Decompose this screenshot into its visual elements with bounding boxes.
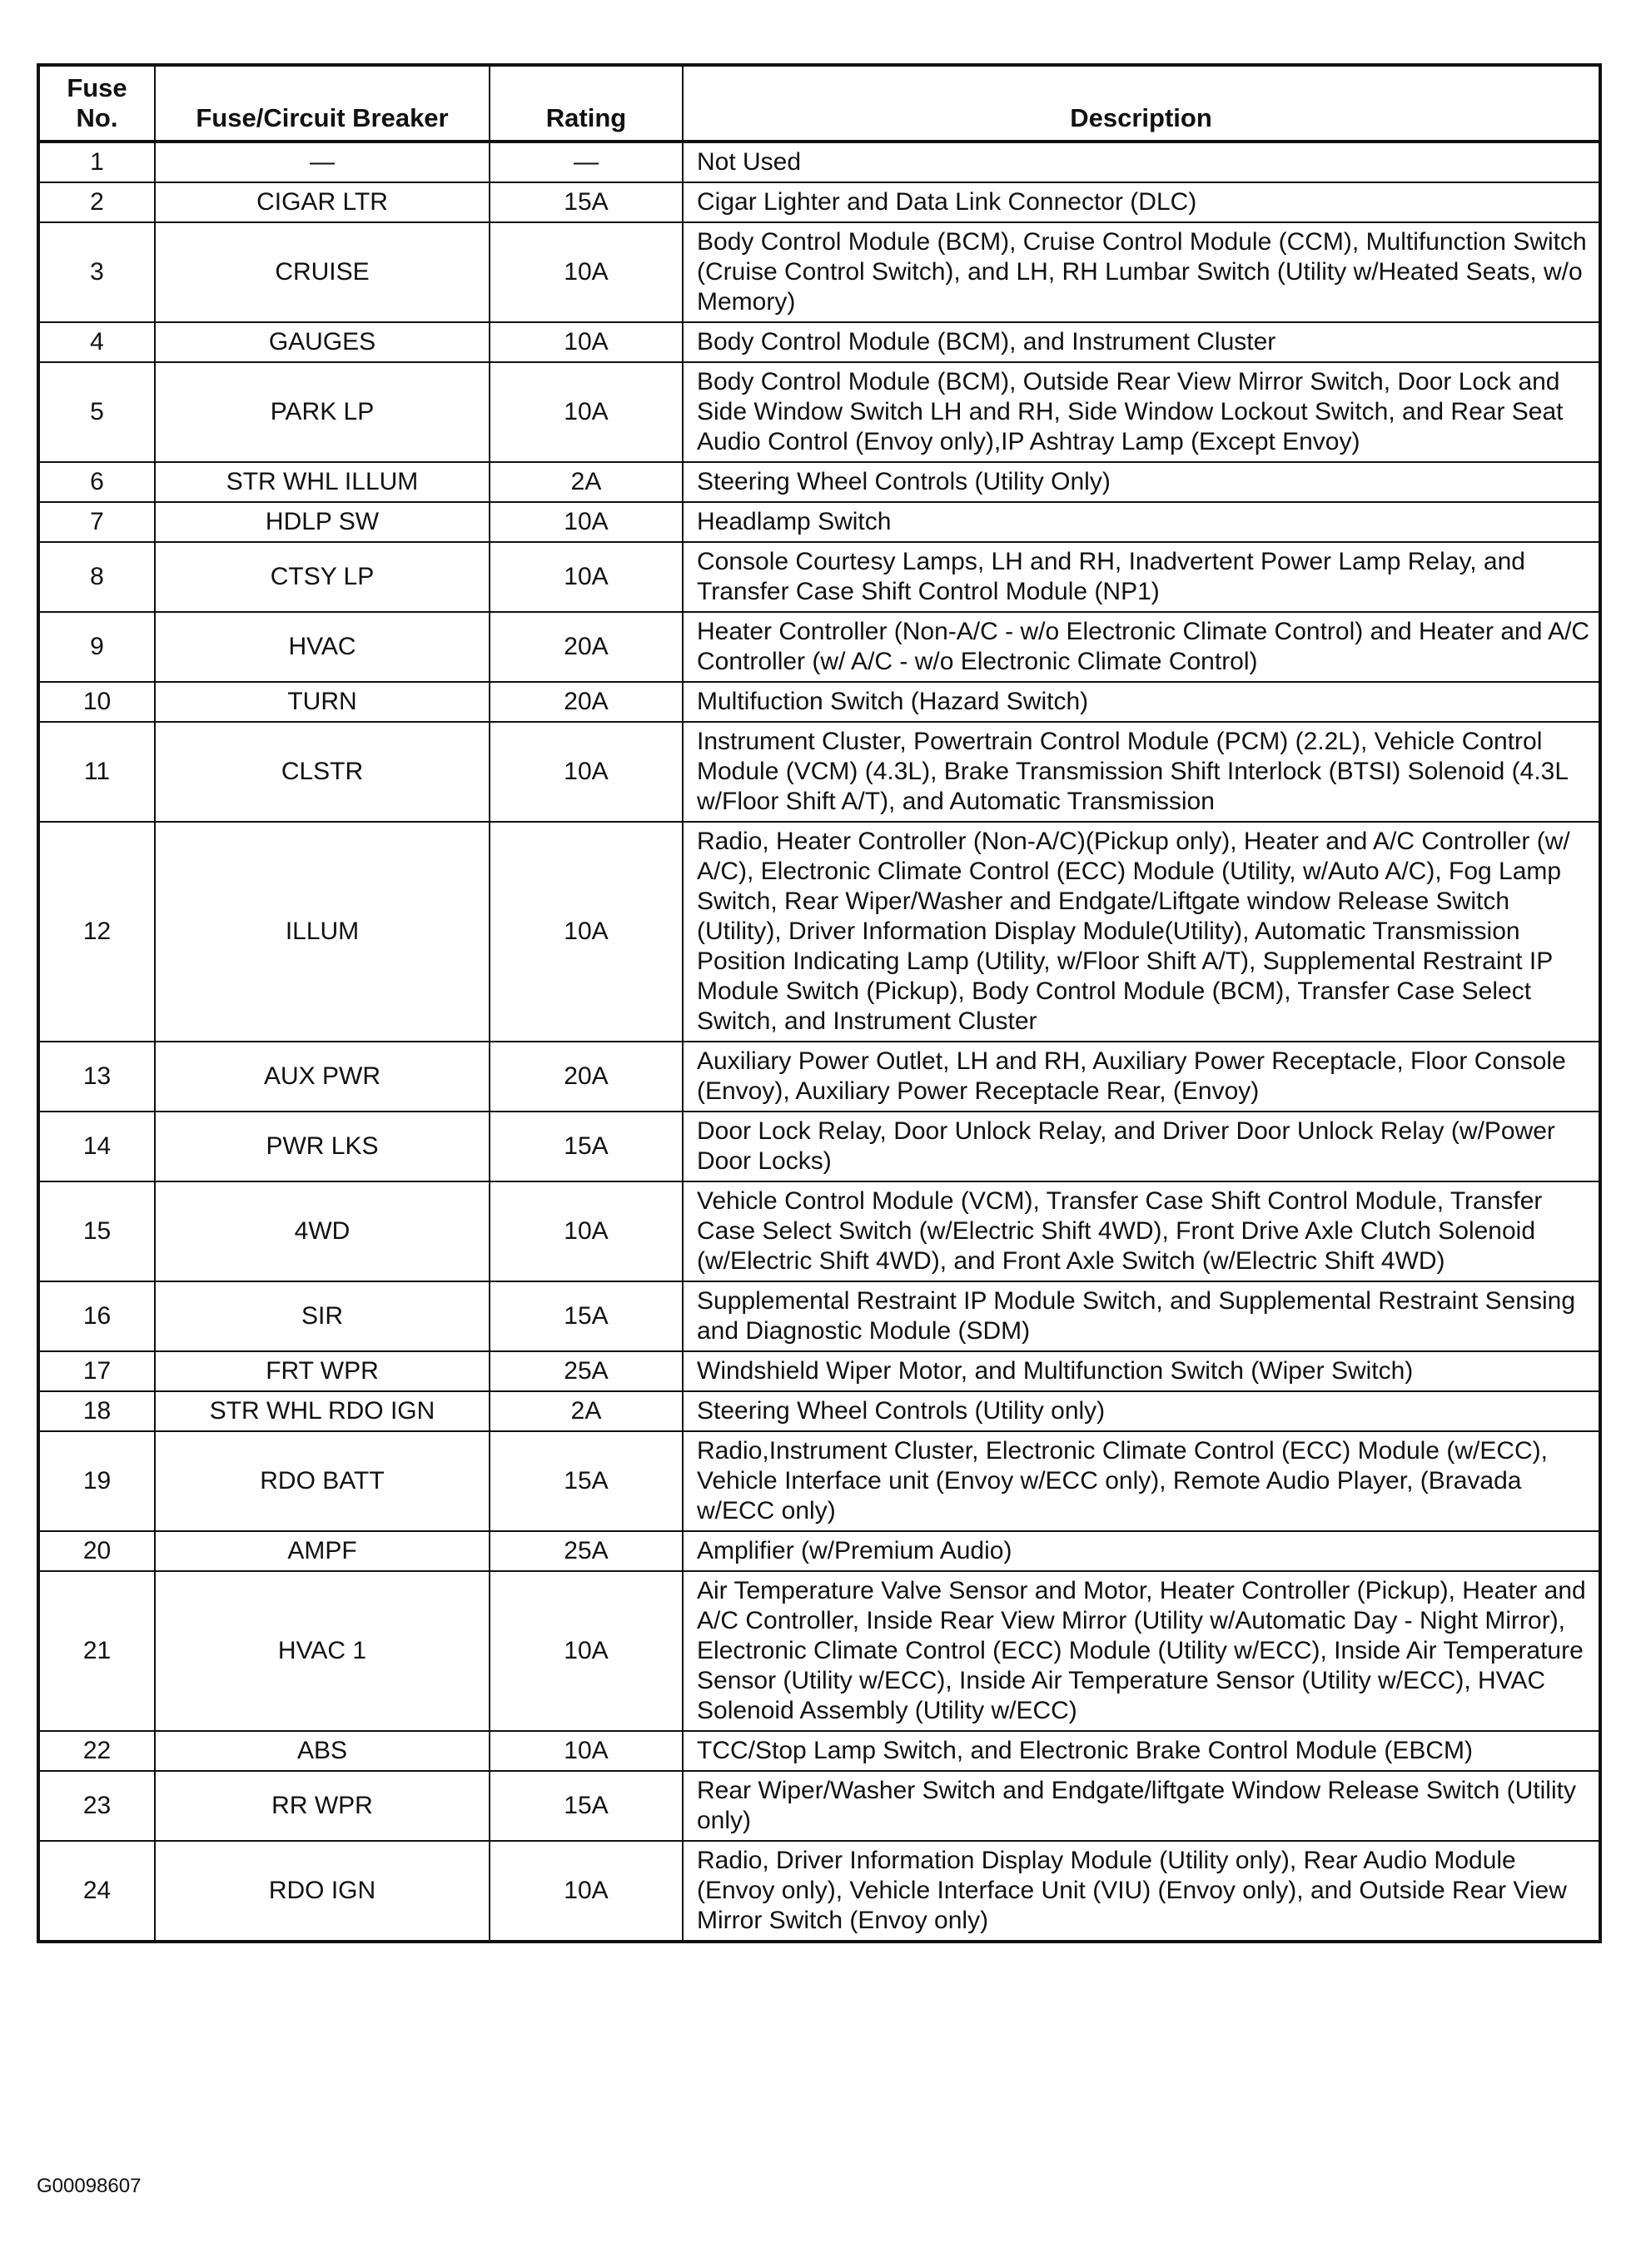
fuse-description: TCC/Stop Lamp Switch, and Electronic Brake Control Module (EBCM) bbox=[683, 1731, 1600, 1771]
fuse-name: STR WHL ILLUM bbox=[155, 462, 490, 502]
fuse-name: PARK LP bbox=[155, 362, 490, 462]
fuse-name: AUX PWR bbox=[155, 1042, 490, 1112]
fuse-name: ABS bbox=[155, 1731, 490, 1771]
fuse-rating: 10A bbox=[490, 322, 683, 362]
fuse-number: 18 bbox=[38, 1391, 155, 1431]
fuse-description: Body Control Module (BCM), Outside Rear View Mirror Switch, Door Lock and Side Window Switch LH and RH, Side Window Lockout Switch, and Rear Seat Audio Control (Envoy only),IP Ashtray Lamp (Except Envoy) bbox=[683, 362, 1600, 462]
table-row bbox=[38, 142, 1600, 182]
fuse-description: Air Temperature Valve Sensor and Motor, Heater Controller (Pickup), Heater and A/C Controller, Inside Rear View Mirror (Utility w/Automatic Day - Night Mirror), Electronic Climate Control (ECC) Module (Utility w/ECC), Inside Air Temperature Sensor (Utility w/ECC), Inside Air Temperature Sensor (Utility w/ECC), HVAC Solenoid Assembly (Utility w/ECC) bbox=[683, 1571, 1600, 1731]
document-id: G00098607 bbox=[37, 2175, 142, 2197]
fuse-rating: 10A bbox=[490, 1181, 683, 1281]
header-fuse-no-line2: No. bbox=[76, 103, 118, 132]
fuse-description: Radio,Instrument Cluster, Electronic Climate Control (ECC) Module (w/ECC), Vehicle Interface unit (Envoy w/ECC only), Remote Audio Player, (Bravada w/ECC only) bbox=[683, 1431, 1600, 1531]
fuse-name: HVAC 1 bbox=[155, 1571, 490, 1731]
fuse-rating: 10A bbox=[490, 822, 683, 1042]
header-fuse-no-line1: Fuse bbox=[67, 73, 127, 102]
fuse-number: 2 bbox=[38, 182, 155, 222]
fuse-number: 9 bbox=[38, 612, 155, 682]
table-row bbox=[38, 462, 1600, 502]
fuse-description: Instrument Cluster, Powertrain Control Module (PCM) (2.2L), Vehicle Control Module (VCM) (4.3L), Brake Transmission Shift Interlock (BTSI) Solenoid (4.3L w/Floor Shift A/T), and Automatic Transmission bbox=[683, 722, 1600, 822]
header-rating: Rating bbox=[490, 65, 683, 142]
header-description: Description bbox=[683, 65, 1600, 142]
fuse-name: TURN bbox=[155, 682, 490, 722]
table-row bbox=[38, 1042, 1600, 1112]
table-row bbox=[38, 542, 1600, 612]
fuse-description: Body Control Module (BCM), Cruise Control Module (CCM), Multifunction Switch (Cruise Control Switch), and LH, RH Lumbar Switch (Utility w/Heated Seats, w/o Memory) bbox=[683, 222, 1600, 322]
fuse-number: 22 bbox=[38, 1731, 155, 1771]
fuse-rating: 20A bbox=[490, 612, 683, 682]
table-row bbox=[38, 1571, 1600, 1731]
fuse-description: Steering Wheel Controls (Utility Only) bbox=[683, 462, 1600, 502]
table-row bbox=[38, 822, 1600, 1042]
fuse-number: 15 bbox=[38, 1181, 155, 1281]
fuse-name: HDLP SW bbox=[155, 502, 490, 542]
fuse-number: 1 bbox=[38, 142, 155, 182]
fuse-rating: 15A bbox=[490, 182, 683, 222]
fuse-rating: 15A bbox=[490, 1771, 683, 1841]
fuse-number: 24 bbox=[38, 1841, 155, 1942]
fuse-rating: 25A bbox=[490, 1531, 683, 1571]
fuse-number: 4 bbox=[38, 322, 155, 362]
table-row bbox=[38, 362, 1600, 462]
fuse-number: 20 bbox=[38, 1531, 155, 1571]
fuse-number: 23 bbox=[38, 1771, 155, 1841]
fuse-table bbox=[37, 63, 1602, 1943]
fuse-name: HVAC bbox=[155, 612, 490, 682]
fuse-number: 5 bbox=[38, 362, 155, 462]
fuse-number: 19 bbox=[38, 1431, 155, 1531]
fuse-name: RDO BATT bbox=[155, 1431, 490, 1531]
header-fuse-no bbox=[38, 65, 155, 142]
table-row bbox=[38, 322, 1600, 362]
fuse-name: GAUGES bbox=[155, 322, 490, 362]
table-row bbox=[38, 1112, 1600, 1181]
fuse-name: CRUISE bbox=[155, 222, 490, 322]
header-breaker: Fuse/Circuit Breaker bbox=[155, 65, 490, 142]
fuse-rating: 10A bbox=[490, 222, 683, 322]
fuse-description: Headlamp Switch bbox=[683, 502, 1600, 542]
fuse-description: Radio, Driver Information Display Module (Utility only), Rear Audio Module (Envoy only), Vehicle Interface Unit (VIU) (Envoy only), and Outside Rear View Mirror Switch (Envoy only) bbox=[683, 1841, 1600, 1942]
table-header bbox=[38, 65, 1600, 142]
table-row bbox=[38, 182, 1600, 222]
table-row bbox=[38, 502, 1600, 542]
fuse-name: PWR LKS bbox=[155, 1112, 490, 1181]
table-row bbox=[38, 1531, 1600, 1571]
fuse-rating: 10A bbox=[490, 1731, 683, 1771]
fuse-name: AMPF bbox=[155, 1531, 490, 1571]
fuse-description: Windshield Wiper Motor, and Multifunction Switch (Wiper Switch) bbox=[683, 1351, 1600, 1391]
fuse-description: Vehicle Control Module (VCM), Transfer Case Shift Control Module, Transfer Case Select Switch (w/Electric Shift 4WD), Front Drive Axle Clutch Solenoid (w/Electric Shift 4WD), and Front Axle Switch (w/Electric Shift 4WD) bbox=[683, 1181, 1600, 1281]
fuse-number: 10 bbox=[38, 682, 155, 722]
fuse-name: SIR bbox=[155, 1281, 490, 1351]
fuse-number: 3 bbox=[38, 222, 155, 322]
fuse-description: Multifuction Switch (Hazard Switch) bbox=[683, 682, 1600, 722]
fuse-description: Cigar Lighter and Data Link Connector (DLC) bbox=[683, 182, 1600, 222]
fuse-rating: 10A bbox=[490, 542, 683, 612]
fuse-number: 11 bbox=[38, 722, 155, 822]
fuse-description: Heater Controller (Non-A/C - w/o Electronic Climate Control) and Heater and A/C Controller (w/ A/C - w/o Electronic Climate Control) bbox=[683, 612, 1600, 682]
table-row bbox=[38, 222, 1600, 322]
fuse-description: Body Control Module (BCM), and Instrument Cluster bbox=[683, 322, 1600, 362]
table-body bbox=[38, 142, 1600, 1942]
table-row bbox=[38, 1281, 1600, 1351]
fuse-description: Rear Wiper/Washer Switch and Endgate/liftgate Window Release Switch (Utility only) bbox=[683, 1771, 1600, 1841]
header-row bbox=[38, 65, 1600, 142]
fuse-rating: 25A bbox=[490, 1351, 683, 1391]
fuse-rating: 15A bbox=[490, 1281, 683, 1351]
table-row bbox=[38, 1351, 1600, 1391]
fuse-rating: 2A bbox=[490, 462, 683, 502]
fuse-name: RR WPR bbox=[155, 1771, 490, 1841]
fuse-rating: 10A bbox=[490, 1571, 683, 1731]
fuse-rating: 10A bbox=[490, 502, 683, 542]
fuse-name: 4WD bbox=[155, 1181, 490, 1281]
table-row bbox=[38, 612, 1600, 682]
fuse-description: Radio, Heater Controller (Non-A/C)(Pickup only), Heater and A/C Controller (w/ A/C), Electronic Climate Control (ECC) Module (Utility, w/Auto A/C), Fog Lamp Switch, Rear Wiper/Washer and Endgate/Liftgate window Release Switch (Utility), Driver Information Display Module(Utility), Automatic Transmission Position Indicating Lamp (Utility, w/Floor Shift A/T), Supplemental Restraint IP Module Switch (Pickup), Body Control Module (BCM), Transfer Case Select Switch, and Instrument Cluster bbox=[683, 822, 1600, 1042]
fuse-number: 12 bbox=[38, 822, 155, 1042]
table-row bbox=[38, 722, 1600, 822]
table-row bbox=[38, 1731, 1600, 1771]
fuse-number: 6 bbox=[38, 462, 155, 502]
fuse-name: CTSY LP bbox=[155, 542, 490, 612]
table-row bbox=[38, 1771, 1600, 1841]
table-row bbox=[38, 1181, 1600, 1281]
fuse-name: RDO IGN bbox=[155, 1841, 490, 1942]
table-row bbox=[38, 1391, 1600, 1431]
fuse-rating: 10A bbox=[490, 1841, 683, 1942]
fuse-number: 14 bbox=[38, 1112, 155, 1181]
fuse-description: Steering Wheel Controls (Utility only) bbox=[683, 1391, 1600, 1431]
table-row bbox=[38, 1841, 1600, 1942]
fuse-name: CLSTR bbox=[155, 722, 490, 822]
fuse-rating: 20A bbox=[490, 682, 683, 722]
fuse-number: 8 bbox=[38, 542, 155, 612]
fuse-description: Not Used bbox=[683, 142, 1600, 182]
fuse-rating: 10A bbox=[490, 362, 683, 462]
table-row bbox=[38, 682, 1600, 722]
fuse-rating: 2A bbox=[490, 1391, 683, 1431]
fuse-name: CIGAR LTR bbox=[155, 182, 490, 222]
fuse-rating: 10A bbox=[490, 722, 683, 822]
fuse-name: FRT WPR bbox=[155, 1351, 490, 1391]
fuse-rating: 15A bbox=[490, 1431, 683, 1531]
fuse-description: Door Lock Relay, Door Unlock Relay, and Driver Door Unlock Relay (w/Power Door Locks) bbox=[683, 1112, 1600, 1181]
fuse-description: Console Courtesy Lamps, LH and RH, Inadvertent Power Lamp Relay, and Transfer Case Shift Control Module (NP1) bbox=[683, 542, 1600, 612]
table-row bbox=[38, 1431, 1600, 1531]
fuse-description: Supplemental Restraint IP Module Switch, and Supplemental Restraint Sensing and Diagnostic Module (SDM) bbox=[683, 1281, 1600, 1351]
fuse-number: 16 bbox=[38, 1281, 155, 1351]
fuse-rating: 20A bbox=[490, 1042, 683, 1112]
fuse-name: STR WHL RDO IGN bbox=[155, 1391, 490, 1431]
fuse-number: 7 bbox=[38, 502, 155, 542]
fuse-number: 13 bbox=[38, 1042, 155, 1112]
fuse-number: 17 bbox=[38, 1351, 155, 1391]
fuse-rating: — bbox=[490, 142, 683, 182]
fuse-description: Auxiliary Power Outlet, LH and RH, Auxiliary Power Receptacle, Floor Console (Envoy), Auxiliary Power Receptacle Rear, (Envoy) bbox=[683, 1042, 1600, 1112]
fuse-name: — bbox=[155, 142, 490, 182]
fuse-name: ILLUM bbox=[155, 822, 490, 1042]
fuse-description: Amplifier (w/Premium Audio) bbox=[683, 1531, 1600, 1571]
fuse-rating: 15A bbox=[490, 1112, 683, 1181]
fuse-number: 21 bbox=[38, 1571, 155, 1731]
